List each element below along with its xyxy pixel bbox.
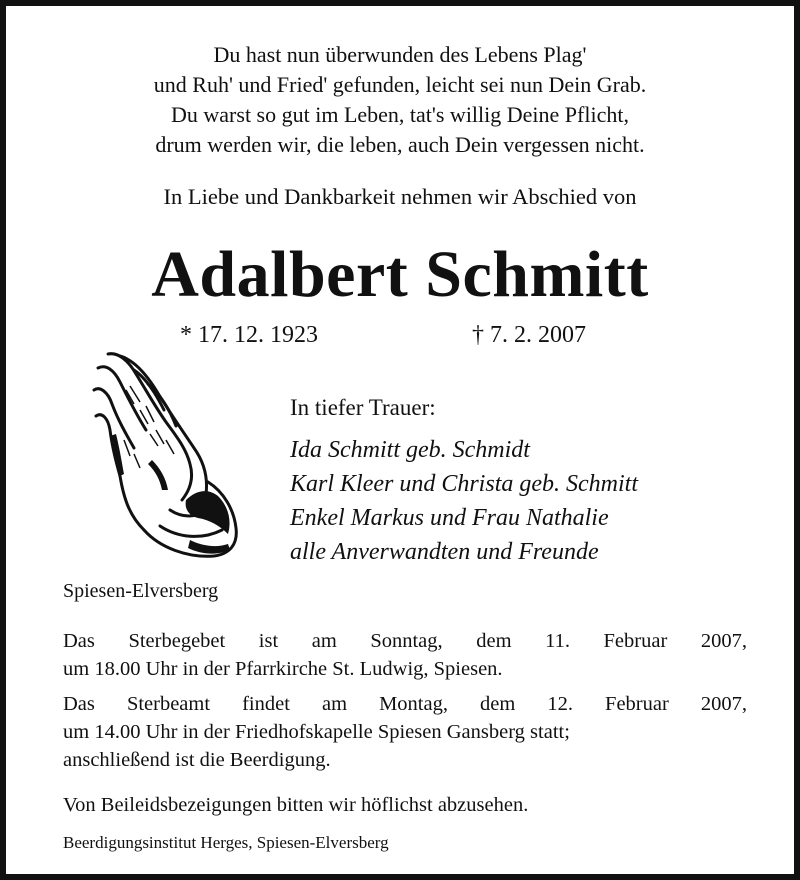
poem-line: Du warst so gut im Leben, tat's willig Deine Pflicht, <box>171 102 629 127</box>
word: Sterbegebet <box>128 630 226 652</box>
poem-line: und Ruh' und Fried' gefunden, leicht sei nun Dein Grab. <box>153 72 647 97</box>
undertaker-credit: Beerdigungsinstitut Herges, Spiesen-Elversberg <box>63 833 389 852</box>
deceased-name: Adalbert Schmitt <box>151 238 649 311</box>
prayer-notice <box>63 627 747 683</box>
birth-date: * 17. 12. 1923 <box>180 322 318 348</box>
mourner-entry: Karl Kleer und Christa geb. Schmitt <box>290 471 638 497</box>
mass-notice-line: anschließend ist die Beerdigung. <box>63 749 331 771</box>
word: am <box>321 693 348 715</box>
word: 2007, <box>700 693 747 715</box>
prayer-notice-line: um 18.00 Uhr in der Pfarrkirche St. Ludwig, Spiesen. <box>63 658 503 680</box>
word: Das <box>63 630 95 652</box>
memorial-poem <box>12 40 788 160</box>
mass-notice-line <box>63 690 747 718</box>
poem-line: Du hast nun überwunden des Lebens Plag' <box>213 42 587 67</box>
word: am <box>311 630 337 652</box>
word: 11. <box>545 630 570 652</box>
condolence-note: Von Beileidsbezeigungen bitten wir höflichst abzusehen. <box>63 794 529 816</box>
word: Februar <box>605 693 669 715</box>
word: Sonntag, <box>370 630 443 652</box>
word: 2007, <box>700 630 747 652</box>
praying-hands-icon <box>90 350 240 562</box>
mourner-entry: Enkel Markus und Frau Nathalie <box>290 505 609 531</box>
farewell-intro: In Liebe und Dankbarkeit nehmen wir Abschied von <box>163 184 637 209</box>
word: ist <box>258 630 279 652</box>
mourners-list <box>290 433 638 569</box>
word: Februar <box>603 630 668 652</box>
mourner-entry: Ida Schmitt geb. Schmidt <box>290 437 530 463</box>
poem-line: drum werden wir, die leben, auch Dein vergessen nicht. <box>155 132 645 157</box>
word: dem <box>476 630 512 652</box>
mass-notice <box>63 690 747 774</box>
word: Das <box>63 693 95 715</box>
word: dem <box>480 693 516 715</box>
word: Montag, <box>379 693 448 715</box>
mass-notice-line: um 14.00 Uhr in der Friedhofskapelle Spiesen Gansberg statt; <box>63 721 570 743</box>
place-name: Spiesen-Elversberg <box>63 580 219 602</box>
mourner-entry: alle Anverwandten und Freunde <box>290 539 599 565</box>
prayer-notice-line <box>63 627 747 655</box>
word: Sterbeamt <box>126 693 211 715</box>
word: findet <box>242 693 290 715</box>
word: 12. <box>547 693 573 715</box>
mourning-heading: In tiefer Trauer: <box>290 395 436 420</box>
death-date: † 7. 2. 2007 <box>472 322 586 348</box>
